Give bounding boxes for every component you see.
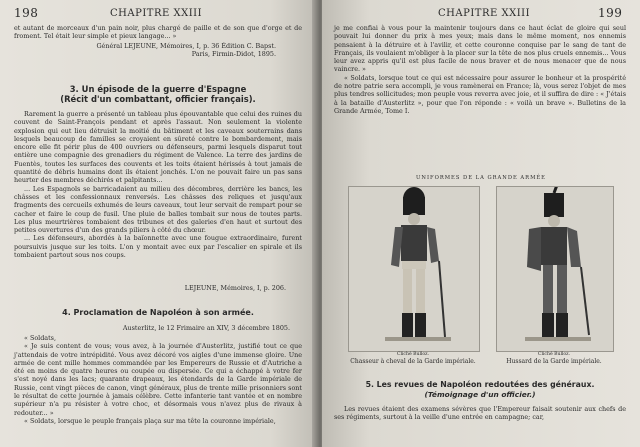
right-paragraph-1: je me confiai à vous pour la maintenir toujours dans ce haut éclat de gloire qui seul pouvait lui donner du prix à mes yeux; mais dans le même moment, nos ennemis pensaient à la détruire et à l'avilir, et cette couronne conquise par le sang de tant de Français, ils voulaient m'obliger à la placer sur la tête de nos plus cruels ennemis... Vous leur avez appris qu'il est plus facile de nous braver et de nous menacer que de nous vaincre. » — [334, 24, 626, 74]
section-3-paragraph-2: ... Les Espagnols se barricadaient au milieu des décombres, derrière les bancs, les châsses et les confessionnaux renversés. Les châsses des reliques et jusqu'aux fragments des cercueils exhumés de leurs caveaux, tout leur servait de rempart pour se cacher et faire le coup de fusil. Une pluie de balles tombait sur nous de toutes parts. Les plus meurtrières tombaient des tribunes et des galeries d'en haut et surtout des petites ouvertures d'un des grands piliers à côté du chœur. — [14, 184, 302, 235]
left-page-number: 198 — [14, 6, 39, 20]
photo-1-credit: Cliché Bulloz. — [396, 352, 430, 357]
hussard-soldier-figure — [497, 187, 613, 351]
section-4-salutation: « Soldats, — [24, 334, 56, 342]
chasseur-soldier-figure — [349, 187, 479, 351]
left-running-head: CHAPITRE XXIII — [110, 8, 203, 19]
left-intro-text: et autant de morceaux d'un pain noir, plus chargé de paille et de son que d'orge et de froment. Tel était leur simple et pieux langage... » — [14, 24, 302, 41]
section-4-dateline: Austerlitz, le 12 Frimaire an XIV, 3 décembre 1805. — [122, 324, 290, 332]
photo-1-caption: Chasseur à cheval de la Garde impériale. — [350, 358, 476, 365]
section-4-paragraph-1: « Je suis content de vous; vous avez, à la journée d'Austerlitz, justifié tout ce que j'attendais de votre intrépidité. Vous avez décoré vos aigles d'une immense gloire. Une armée de cent mille hommes commandée par les Empereurs de Russie et d'Autriche a été en moins de quatre heures ou coupée ou dispersée. Ce qui a échappé à votre fer s'est noyé dans les lacs; quarante drapeaux, les étendards de la Garde impériale de Russie, cent vingt pièces de canon, vingt généraux, plus de trente mille prisonniers sont le résultat de cette journée à jamais célèbre. Cette infanterie tant vantée et en nombre supérieur n'a pu résister à votre choc, et désormais vous n'avez plus de rivaux à redouter... » — [14, 342, 302, 417]
section-5-body — [334, 405, 626, 422]
uniforms-heading: UNIFORMES DE LA GRANDE ARMÉE — [416, 175, 546, 181]
right-running-head: CHAPITRE XXIII — [438, 8, 531, 19]
section-4-paragraph-2: « Soldats, lorsque le peuple français plaça sur ma tête la couronne impériale, — [24, 416, 276, 425]
right-proclamation-text — [334, 24, 626, 115]
right-page — [322, 0, 640, 447]
section-3-subtitle: (Récit d'un combattant, officier français). — [60, 94, 256, 104]
photo-2-credit: Cliché Bulloz. — [537, 352, 571, 357]
section-3-paragraph-3: ... Les défenseurs, abordés à la baïonnette avec une fougue extraordinaire, furent poursuivis jusque sur les toits. L'on y montait avec eux par l'escalier en spirale et ils tombaient partout sous nos coups. — [14, 234, 302, 260]
photo-hussard — [496, 186, 614, 352]
section-5-title: 5. Les revues de Napoléon redoutées des généraux. — [365, 380, 595, 389]
section-4-title: 4. Proclamation de Napoléon à son armée. — [62, 308, 254, 317]
section-3-paragraph-1: Rarement la guerre a présenté un tableau plus épouvantable que celui des ruines du couvent de Saint-François pendant et après l'assaut. Non seulement la violente explosion qui eut lieu détruisit la moitié du bâtiment et les caveaux souterrains dans lesquels beaucoup de familles se croyaient en sûreté contre le bombardement, mais encore elle fit périr plus de 400 ouvriers ou défenseurs, parmi lesquels disparut tout entière une compagnie des grenadiers du régiment de Valence. La terre des jardins de Fuentès, toutes les surfaces des couvents et les toits étaient hérissés à tout jamais de quantité de débris humains dont ils étaient jonchés. L'on ne pouvait faire un pas sans heurter des membres déchirés et palpitants... — [14, 110, 302, 185]
left-source-1a: Général LEJEUNE, Mémoires, I, p. 36 Édition C. Bapst. — [96, 42, 276, 50]
section-5-subtitle: (Témoignage d'un officier.) — [424, 390, 536, 399]
section-3-title: 3. Un épisode de la guerre d'Espagne — [69, 84, 247, 94]
left-source-2: LEJEUNE, Mémoires, I, p. 206. — [184, 284, 286, 292]
right-page-number: 199 — [598, 6, 623, 20]
left-page — [0, 0, 318, 447]
left-source-1b: Paris, Firmin-Didot, 1895. — [191, 50, 276, 58]
section-5-paragraph: Les revues étaient des examens sévères que l'Empereur faisait soutenir aux chefs de ses régiments, surtout à la veille d'une entrée en campagne; car, — [334, 405, 626, 422]
photo-chasseur-a-cheval — [348, 186, 480, 352]
right-paragraph-2: « Soldats, lorsque tout ce qui est nécessaire pour assurer le bonheur et la prospérité de notre patrie sera accompli, je vous ramènerai en France; là, vous serez l'objet de mes plus tendres sollicitudes; mon peuple vous reverra avec joie, et il suffira de dire : « J'étais à la bataille d'Austerlitz », pour que l'on réponde : « voilà un brave ». Bulletins de la Grande Armée, Tome I. — [334, 73, 626, 115]
section-3-body — [14, 110, 302, 259]
section-4-body — [14, 334, 302, 425]
photo-2-caption: Hussard de la Garde impériale. — [506, 358, 602, 365]
